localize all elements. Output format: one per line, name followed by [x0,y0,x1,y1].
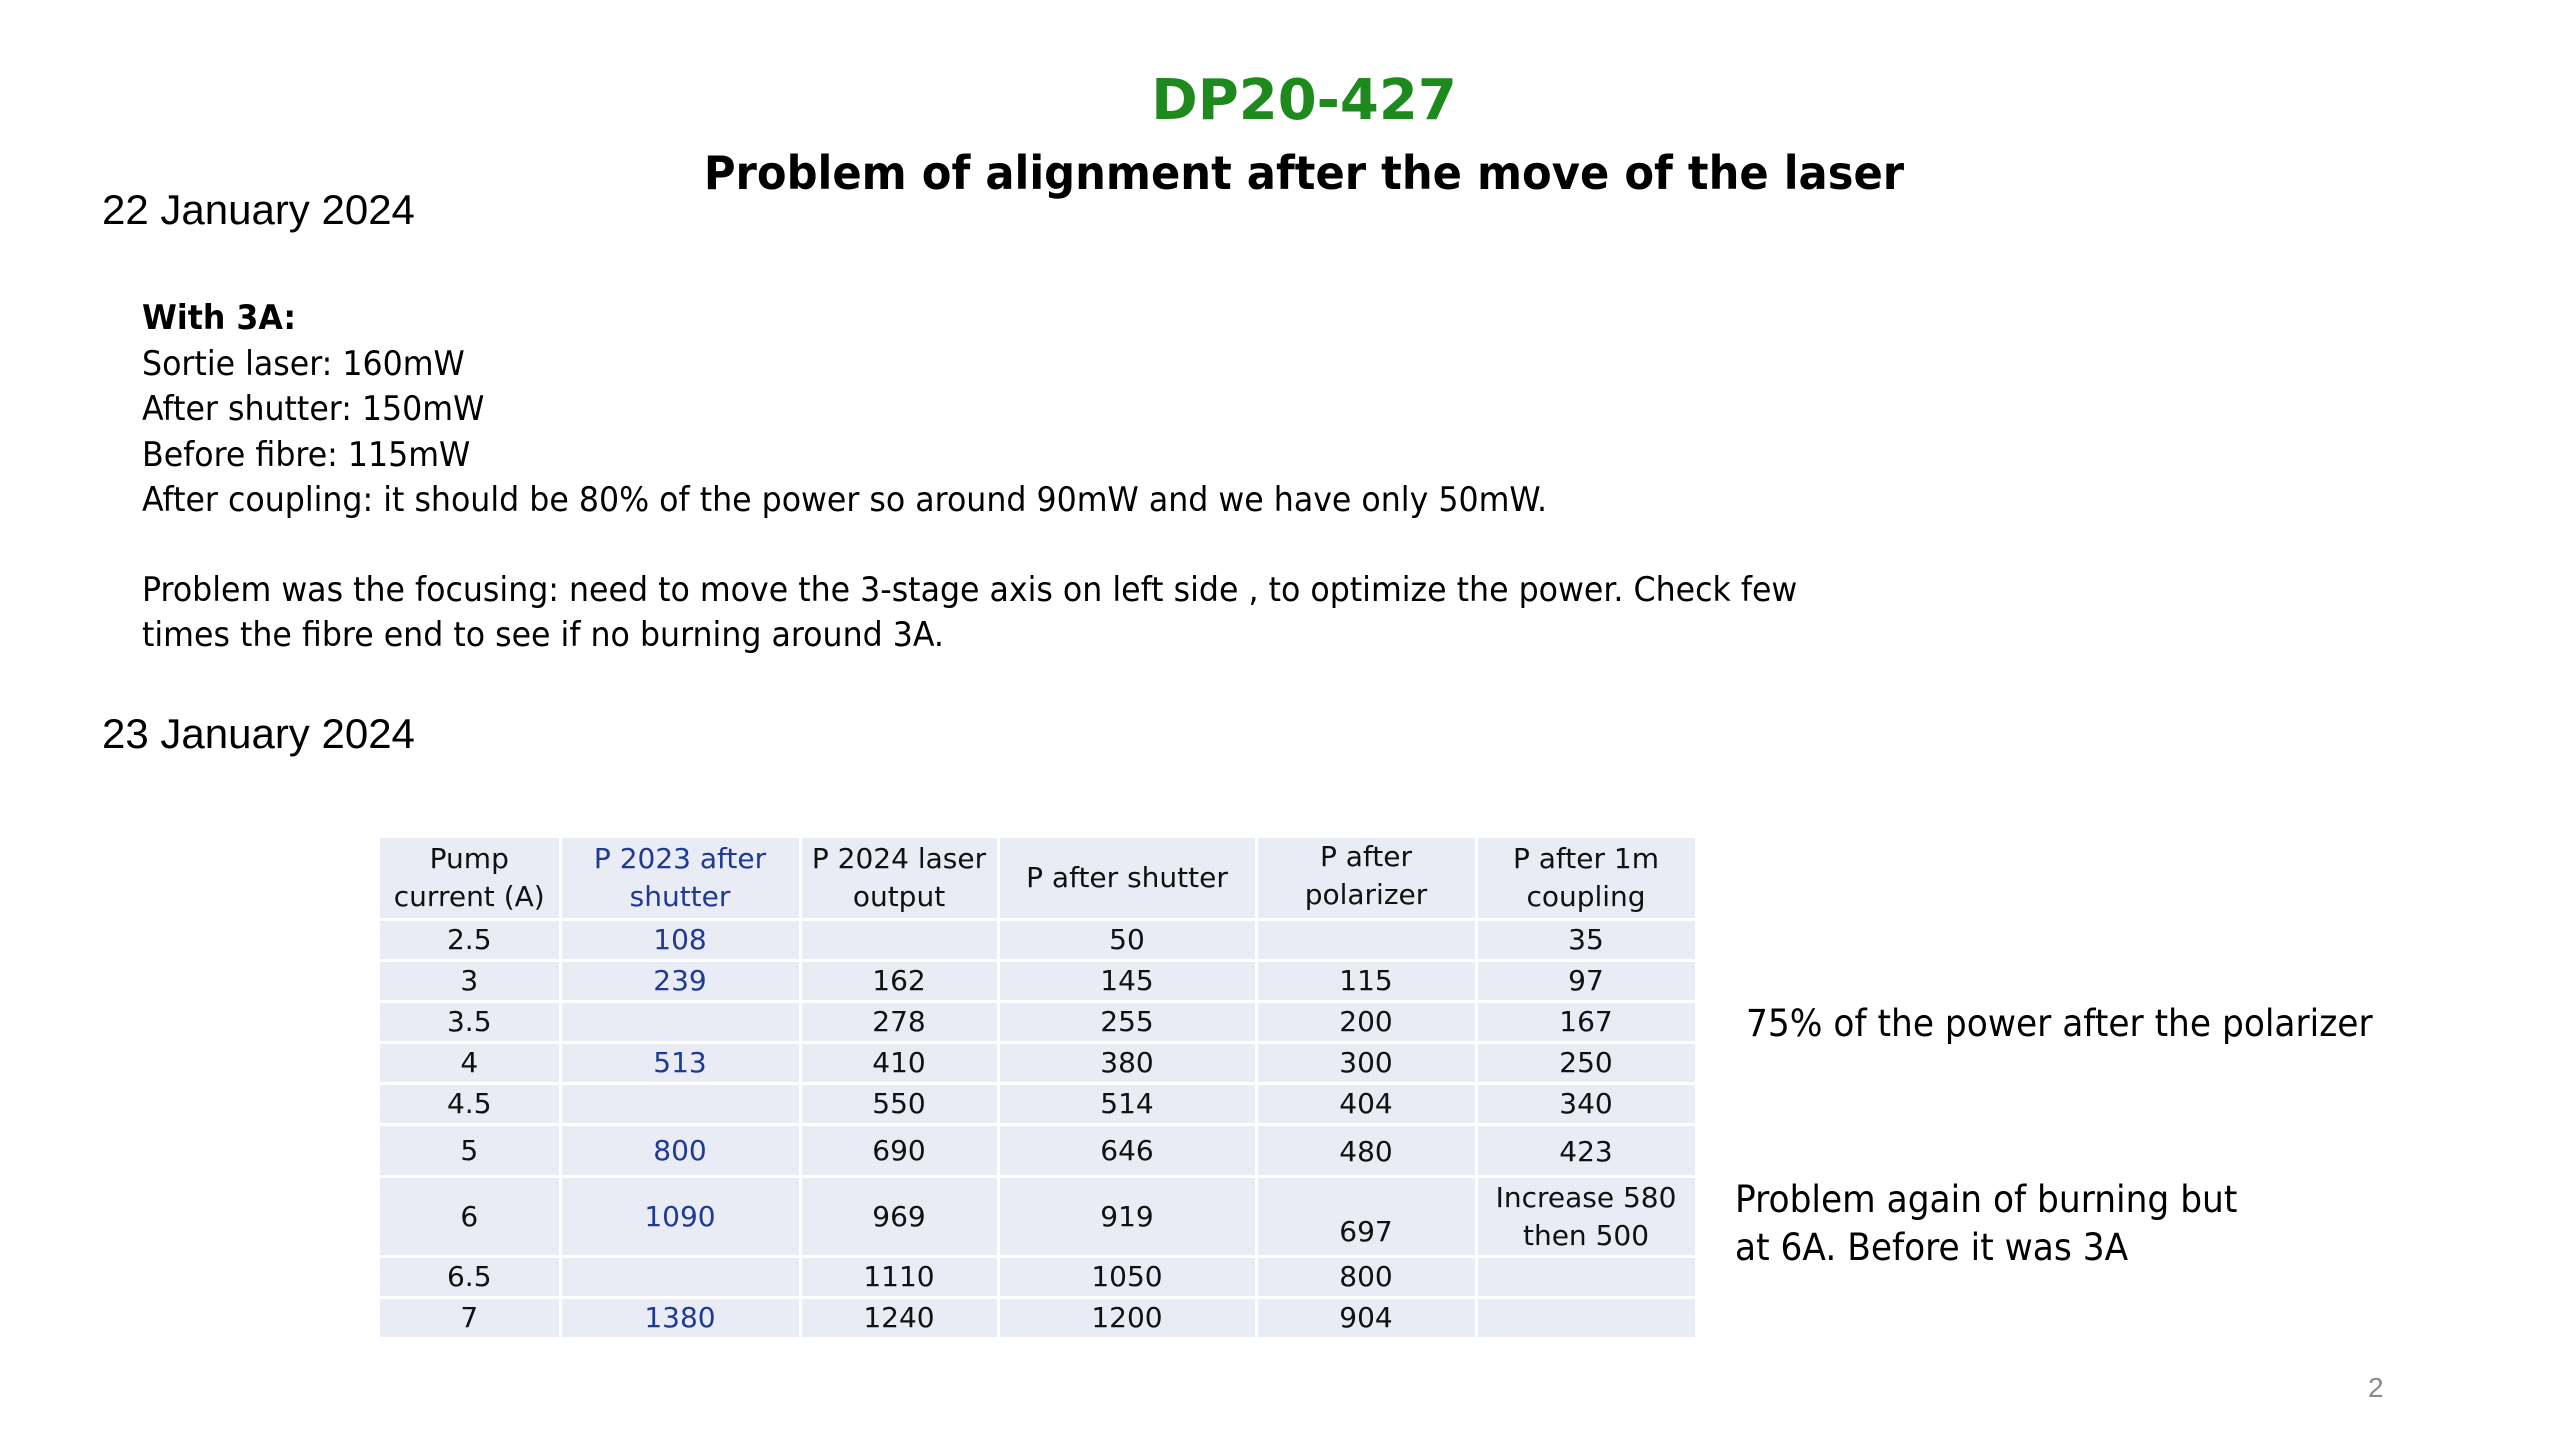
table-row [380,1084,1696,1125]
cell-polarizer: 904 [1256,1298,1476,1339]
table-row [380,961,1696,1002]
cell-polarizer: 404 [1256,1084,1476,1125]
cell-p2023 [560,1084,800,1125]
table-row [380,1125,1696,1177]
cell-polarizer: 800 [1256,1257,1476,1298]
cell-polarizer [1256,920,1476,961]
cell-p2024: 410 [800,1043,998,1084]
burning-note [1735,1176,2237,1272]
notes-line: After shutter: 150mW [142,389,485,429]
table-row [380,920,1696,961]
cell-polarizer: 200 [1256,1002,1476,1043]
cell-shutter: 1050 [998,1257,1256,1298]
burning-note-line: at 6A. Before it was 3A [1735,1226,2129,1269]
cell-pump: 3.5 [380,1002,560,1043]
cell-pump: 6 [380,1177,560,1257]
cell-p2023: 1090 [560,1177,800,1257]
notes-line: Sortie laser: 160mW [142,343,465,384]
cell-coupling [1476,1257,1696,1298]
cell-p2023: 239 [560,961,800,1002]
table-header-row [380,838,1696,920]
header-p2023: P 2023 after shutter [560,838,800,920]
cell-coupling: 97 [1476,961,1696,1002]
header-after-polarizer: P after polarizer [1256,838,1476,920]
date-first: 22 January 2024 [102,186,415,233]
table-row [380,1298,1696,1339]
burning-note-line: Problem again of burning but [1735,1178,2238,1221]
power-table [380,838,1698,1340]
notes-line: After coupling: it should be 80% of the power so around 90mW and we have only 50mW. [142,480,1548,520]
header-pump-current: Pump current (A) [380,838,560,920]
slide-title: DP20-427 [1151,68,1457,133]
cell-coupling [1476,1298,1696,1339]
cell-p2023 [560,1257,800,1298]
problem-line: times the fibre end to see if no burning around 3A. [142,615,944,655]
notes-block [142,296,1797,659]
cell-shutter: 1200 [998,1298,1256,1339]
cell-coupling: 167 [1476,1002,1696,1043]
cell-polarizer: 697 [1256,1177,1476,1257]
header-after-coupling: P after 1m coupling [1476,838,1696,920]
cell-p2023: 513 [560,1043,800,1084]
header-p2024: P 2024 laser output [800,838,998,920]
cell-pump: 3 [380,961,560,1002]
cell-p2023 [560,1002,800,1043]
cell-p2024 [800,920,998,961]
cell-p2024: 550 [800,1084,998,1125]
cell-coupling: 423 [1476,1125,1696,1177]
cell-shutter: 514 [998,1084,1256,1125]
cell-polarizer: 300 [1256,1043,1476,1084]
notes-heading: With 3A: [142,298,297,338]
header-after-shutter: P after shutter [998,838,1256,920]
cell-shutter: 145 [998,961,1256,1002]
cell-pump: 4 [380,1043,560,1084]
cell-p2023: 108 [560,920,800,961]
cell-pump: 2.5 [380,920,560,961]
cell-pump: 5 [380,1125,560,1177]
cell-p2024: 162 [800,961,998,1002]
cell-pump: 7 [380,1298,560,1339]
cell-p2024: 690 [800,1125,998,1177]
cell-pump: 6.5 [380,1257,560,1298]
notes-line: Before fibre: 115mW [142,434,471,475]
cell-pump: 4.5 [380,1084,560,1125]
cell-coupling: 250 [1476,1043,1696,1084]
cell-coupling: 340 [1476,1084,1696,1125]
cell-shutter: 919 [998,1177,1256,1257]
table-row [380,1257,1696,1298]
cell-shutter: 380 [998,1043,1256,1084]
cell-p2024: 1110 [800,1257,998,1298]
table-row [380,1002,1696,1043]
table-row [380,1043,1696,1084]
polarizer-note: 75% of the power after the polarizer [1746,1002,2373,1045]
table-row [380,1177,1696,1257]
cell-p2023: 800 [560,1125,800,1177]
cell-p2024: 969 [800,1177,998,1257]
cell-coupling: Increase 580 then 500 [1476,1177,1696,1257]
cell-shutter: 646 [998,1125,1256,1177]
date-second: 23 January 2024 [102,710,415,757]
cell-shutter: 50 [998,920,1256,961]
page-number: 2 [2368,1372,2384,1403]
cell-polarizer: 480 [1256,1125,1476,1177]
notes-gap [142,524,1797,568]
slide-subtitle: Problem of alignment after the move of the laser [703,146,1905,200]
cell-p2023: 1380 [560,1298,800,1339]
problem-line: Problem was the focusing: need to move the 3-stage axis on left side , to optimize the power. Check few [142,569,1798,610]
cell-p2024: 278 [800,1002,998,1043]
cell-coupling: 35 [1476,920,1696,961]
cell-polarizer: 115 [1256,961,1476,1002]
cell-p2024: 1240 [800,1298,998,1339]
cell-shutter: 255 [998,1002,1256,1043]
